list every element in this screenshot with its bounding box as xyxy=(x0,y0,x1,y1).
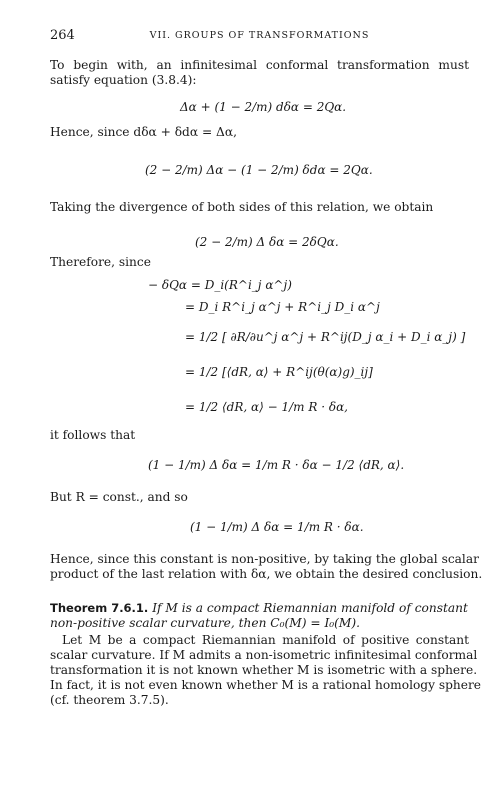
paragraph-line: But R = const., and so xyxy=(50,490,188,504)
paragraph-line: scalar curvature. If M admits a non-isometric infinitesimal conformal xyxy=(50,648,478,662)
running-title: VII. GROUPS OF TRANSFORMATIONS xyxy=(149,30,370,41)
running-header xyxy=(50,28,469,44)
paragraph-line: satisfy equation (3.8.4): xyxy=(50,73,197,87)
equation-3: (2 − 2/m) Δ δα = 2δQα. xyxy=(195,235,339,249)
equation-4-line: = D_i R^i_j α^j + R^i_j D_i α^j xyxy=(185,300,380,314)
equation-1: Δα + (1 − 2/m) dδα = 2Qα. xyxy=(180,100,347,114)
theorem-line: non-positive scalar curvature, then C₀(M) = I₀(M). xyxy=(50,616,361,630)
paragraph-line: product of the last relation with δα, we obtain the desired conclusion. xyxy=(50,567,483,581)
equation-2: (2 − 2/m) Δα − (1 − 2/m) δdα = 2Qα. xyxy=(145,163,373,177)
equation-5: (1 − 1/m) Δ δα = 1/m R · δα − 1/2 ⟨dR, α⟩. xyxy=(148,458,405,472)
equation-4-line: − δQα = D_i(R^i_j α^j) xyxy=(148,278,292,292)
paragraph-line: In fact, it is not even known whether M is a rational homology sphere xyxy=(50,678,482,692)
paragraph-line: Let M be a compact Riemannian manifold of positive constant xyxy=(62,633,469,647)
theorem-label: Theorem 7.6.1. xyxy=(50,601,149,615)
paragraph-line: (cf. theorem 3.7.5). xyxy=(50,693,169,707)
equation-4-line: = 1/2 [⟨dR, α⟩ + R^ij(θ(α)g)_ij] xyxy=(185,365,373,379)
theorem-text: If M is a compact Riemannian manifold of constant xyxy=(152,601,468,615)
paragraph-line: Therefore, since xyxy=(50,255,151,269)
equation-4-line: = 1/2 [ ∂R/∂u^j α^j + R^ij(D_j α_i + D_i α_j) ] xyxy=(185,330,466,344)
equation-6: (1 − 1/m) Δ δα = 1/m R · δα. xyxy=(190,520,364,534)
paragraph-line: it follows that xyxy=(50,428,136,442)
paragraph-line: Taking the divergence of both sides of this relation, we obtain xyxy=(50,200,434,214)
theorem-line xyxy=(50,601,469,616)
paragraph-line: Hence, since this constant is non-positive, by taking the global scalar xyxy=(50,552,479,566)
page-number: 264 xyxy=(50,28,75,43)
equation-4-line: = 1/2 ⟨dR, α⟩ − 1/m R · δα, xyxy=(185,400,348,414)
paragraph-line: Hence, since dδα + δdα = Δα, xyxy=(50,125,237,139)
paragraph-line: transformation it is not known whether M is isometric with a sphere. xyxy=(50,663,478,677)
paragraph-line: To begin with, an infinitesimal conformal transformation must xyxy=(50,58,469,72)
